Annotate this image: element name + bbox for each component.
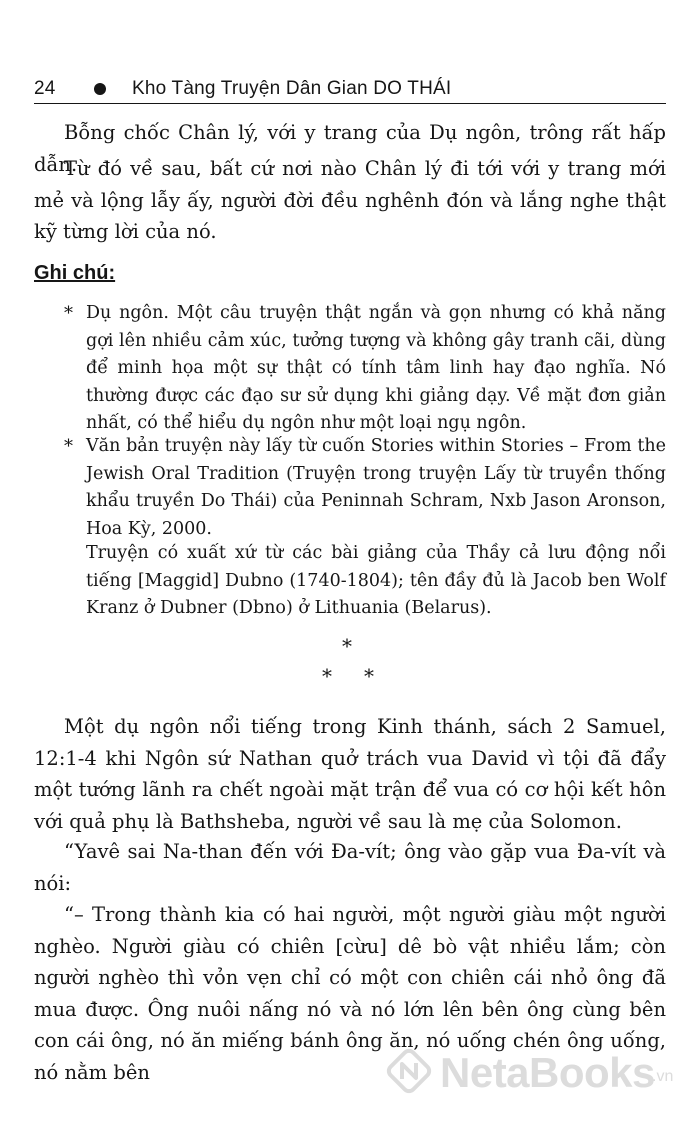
watermark	[384, 1046, 684, 1106]
notes-heading: Ghi chú:	[34, 262, 116, 284]
note-item-1	[64, 300, 666, 438]
asterism-star: *	[322, 664, 332, 688]
note-continuation	[64, 540, 666, 623]
note-continuation-text: Truyện có xuất xứ từ các bài giảng của Thầy cả lưu động nổi tiếng [Maggid] Dubno (1740-1804); tên đầy đủ là Jacob ben Wolf Kranz ở Dubner (Dbno) ở Lithuania (Belarus).	[86, 543, 666, 618]
bullet-ornament-icon	[94, 83, 106, 95]
asterism-star: *	[364, 664, 374, 688]
page-number: 24	[34, 78, 56, 99]
watermark-brand: NetaBooks	[440, 1049, 655, 1096]
header-rule	[34, 103, 666, 104]
note-text: Dụ ngôn. Một câu truyện thật ngắn và gọn nhưng có khả năng gợi lên nhiều cảm xúc, tưởng tượng và không gây tranh cãi, dùng để minh họa một sự thật có tính tâm linh hay đạo nghĩa. Nó thường được các đạo sư sử dụng khi giảng dạy. Về mặt đơn giản nhất, có thể hiểu dụ ngôn như một loại ngụ ngôn.	[86, 303, 666, 433]
story-paragraph-3: “– Trong thành kia có hai người, một người giàu một người nghèo. Người giàu có chiên [cừu] dê bò vật nhiều lắm; còn người nghèo thì vỏn vẹn chỉ có một con chiên cái nhỏ ông đã mua được. Ông nuôi nấng nó và nó lớn lên bên ông cùng bên con cái ông, nó ăn miếng bánh ông ăn, nó uống chén ông uống, nó nằm bên	[34, 903, 666, 1084]
running-header	[34, 78, 666, 102]
note-text: Văn bản truyện này lấy từ cuốn Stories within Stories – From the Jewish Oral Tradition (Truyện trong truyện Lấy từ truyền thống khẩu truyền Do Thái) của Peninnah Schram, Nxb Jason Aronson, Hoa Kỳ, 2000.	[86, 436, 666, 539]
body-paragraph-2: Từ đó về sau, bất cứ nơi nào Chân lý đi tới với y trang mới mẻ và lộng lẫy ấy, người đời đều nghênh đón và lắng nghe thật kỹ từng lời của nó.	[34, 157, 666, 243]
note-item-2	[64, 433, 666, 543]
note-marker: *	[64, 303, 73, 324]
body-paragraph-1: Bỗng chốc Chân lý, với y trang của Dụ ngôn, trông rất hấp dẫn.	[34, 121, 666, 176]
netabooks-logo-icon	[384, 1046, 434, 1096]
story-paragraph-2: “Yavê sai Na-than đến với Đa-vít; ông vào gặp vua Đa-vít và nói:	[34, 840, 666, 895]
book-title: Kho Tàng Truyện Dân Gian DO THÁI	[132, 78, 452, 99]
story-paragraph-1: Một dụ ngôn nổi tiếng trong Kinh thánh, sách 2 Samuel, 12:1-4 khi Ngôn sứ Nathan quở trách vua David vì tội đã đẩy một tướng lãnh ra chết ngoài mặt trận để vua có cơ hội kết hôn với quả phụ là Bathsheba, người về sau là mẹ của Solomon.	[34, 715, 666, 833]
note-marker: *	[64, 436, 73, 457]
watermark-suffix: .vn	[652, 1068, 674, 1085]
asterism-star: *	[342, 634, 352, 658]
